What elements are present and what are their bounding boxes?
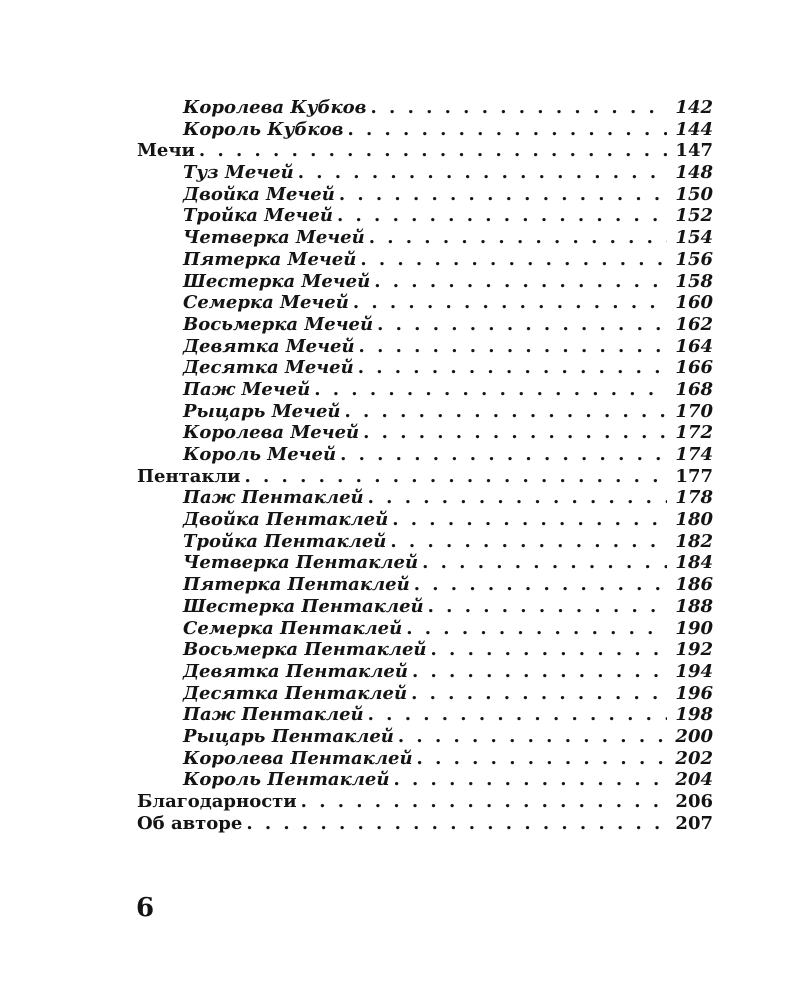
- dot-leader: [199, 140, 667, 161]
- dot-leader: [422, 552, 667, 573]
- toc-entry: [137, 726, 713, 748]
- dot-leader: [347, 119, 667, 140]
- toc-entry: [137, 401, 713, 423]
- toc-entry: [137, 487, 713, 509]
- dot-leader: [411, 683, 667, 704]
- toc-entry-title: Тройка Пентаклей: [183, 530, 387, 552]
- toc-entry-page: 150: [675, 183, 713, 205]
- toc-entry-page: 192: [675, 639, 713, 661]
- toc-entry-title: Король Мечей: [183, 444, 337, 465]
- toc-entry-page: 156: [675, 248, 713, 270]
- dot-leader: [360, 249, 667, 270]
- toc-entry: [137, 661, 713, 683]
- toc-entry-title: Король Пентаклей: [183, 769, 390, 791]
- dot-leader: [406, 618, 667, 639]
- toc-entry-title: Паж Пентаклей: [183, 487, 364, 509]
- toc-entry-page: 204: [675, 769, 713, 791]
- dot-leader: [368, 487, 667, 508]
- toc-entry-title: Туз Мечей: [183, 162, 294, 184]
- toc-entry-title: Восьмерка Пентаклей: [183, 639, 427, 661]
- dot-leader: [393, 769, 667, 790]
- toc-section-entry: [137, 791, 713, 813]
- toc-entry-title: Девятка Пентаклей: [183, 660, 408, 682]
- dot-leader: [339, 184, 667, 205]
- toc-entry-title: Мечи: [137, 140, 195, 162]
- toc-entry-page: 160: [675, 292, 713, 314]
- toc-section-entry: [137, 140, 713, 162]
- toc-entry: [137, 184, 713, 206]
- dot-leader: [377, 314, 667, 335]
- toc-entry: [137, 249, 713, 271]
- dot-leader: [417, 748, 667, 769]
- toc-entry-page: 184: [675, 552, 713, 574]
- dot-leader: [374, 271, 667, 292]
- toc-entry-title: Тройка Мечей: [183, 205, 333, 227]
- toc-entry: [137, 704, 713, 726]
- dot-leader: [298, 162, 667, 183]
- toc-entry-page: 207: [675, 812, 713, 834]
- toc-entry: [137, 357, 713, 379]
- toc-entry: [137, 531, 713, 553]
- dot-leader: [353, 292, 667, 313]
- dot-leader: [359, 336, 667, 357]
- toc-entry-page: 154: [675, 227, 713, 249]
- toc-entry: [137, 162, 713, 184]
- toc-entry-page: 178: [675, 487, 713, 509]
- toc-entry: [137, 205, 713, 227]
- toc-entry: [137, 292, 713, 314]
- toc-entry-title: Пятерка Мечей: [183, 248, 357, 270]
- toc-entry-page: 200: [675, 725, 713, 747]
- toc-entry-title: Шестерка Мечей: [183, 270, 371, 292]
- toc-entry-page: 196: [675, 682, 713, 704]
- toc-entry: [137, 336, 713, 358]
- toc-entry: [137, 748, 713, 770]
- toc-entry-page: 164: [675, 335, 713, 357]
- toc-entry-title: Об авторе: [137, 812, 243, 834]
- toc-entry-title: Пентакли: [137, 465, 241, 487]
- toc-entry: [137, 683, 713, 705]
- dot-leader: [398, 726, 667, 747]
- toc-entry-title: Двойка Пентаклей: [183, 509, 389, 531]
- dot-leader: [337, 205, 667, 226]
- toc-entry-title: Король Кубков: [183, 118, 344, 140]
- toc-entry: [137, 618, 713, 640]
- dot-leader: [412, 661, 667, 682]
- dot-leader: [246, 813, 667, 834]
- toc-entry-title: Королева Кубков: [183, 97, 367, 118]
- toc-entry: [137, 227, 713, 249]
- toc-entry-page: 152: [675, 205, 713, 227]
- toc-entry-page: 158: [675, 270, 713, 292]
- toc-entry-title: Десятка Пентаклей: [183, 682, 408, 704]
- toc-entry-title: Четверка Мечей: [183, 227, 365, 249]
- dot-leader: [392, 509, 667, 530]
- toc-entry: [137, 509, 713, 531]
- dot-leader: [390, 531, 667, 552]
- toc-entry-page: 206: [675, 791, 713, 812]
- dot-leader: [301, 791, 667, 812]
- toc-entry: [137, 769, 713, 791]
- toc-entry-page: 177: [675, 465, 713, 487]
- toc-entry: [137, 422, 713, 444]
- toc-entry-page: 168: [675, 378, 713, 400]
- toc-entry: [137, 639, 713, 661]
- toc-entry: [137, 314, 713, 336]
- toc-entry-page: 172: [675, 422, 713, 444]
- toc-entry-title: Королева Мечей: [183, 422, 360, 444]
- toc-entry: [137, 379, 713, 401]
- dot-leader: [314, 379, 667, 400]
- toc-entry: [137, 119, 713, 141]
- dot-leader: [431, 639, 667, 660]
- toc-entry-page: 142: [675, 97, 713, 118]
- toc-entry: [137, 271, 713, 293]
- toc-entry-title: Паж Пентаклей: [183, 704, 364, 726]
- toc-entry-page: 194: [675, 660, 713, 682]
- toc-entry-title: Восьмерка Мечей: [183, 313, 374, 335]
- toc-entry-page: 166: [675, 357, 713, 379]
- toc-entry-page: 174: [675, 444, 713, 465]
- dot-leader: [363, 422, 667, 443]
- toc-section-entry: [137, 813, 713, 835]
- dot-leader: [344, 401, 667, 422]
- toc-entry-page: 198: [675, 704, 713, 726]
- dot-leader: [368, 704, 667, 725]
- toc-entry-title: Четверка Пентаклей: [183, 552, 419, 574]
- toc-entry-title: Семерка Мечей: [183, 292, 349, 314]
- dot-leader: [371, 97, 668, 118]
- dot-leader: [414, 574, 667, 595]
- toc-entry-title: Паж Мечей: [183, 378, 311, 400]
- toc-section-entry: [137, 466, 713, 488]
- toc-entry-page: 180: [675, 509, 713, 531]
- toc-entry-title: Рыцарь Мечей: [183, 400, 341, 422]
- toc-entry-page: 188: [675, 595, 713, 617]
- toc-entry-title: Девятка Мечей: [183, 335, 355, 357]
- toc-entry: [137, 552, 713, 574]
- table-of-contents: [137, 97, 713, 834]
- toc-entry: [137, 574, 713, 596]
- toc-entry-title: Семерка Пентаклей: [183, 617, 403, 639]
- toc-entry: [137, 97, 713, 119]
- toc-entry-title: Благодарности: [137, 791, 297, 812]
- toc-entry-title: Шестерка Пентаклей: [183, 595, 424, 617]
- toc-entry: [137, 444, 713, 466]
- dot-leader: [358, 357, 667, 378]
- toc-entry-page: 144: [675, 118, 713, 140]
- dot-leader: [369, 227, 667, 248]
- dot-leader: [428, 596, 667, 617]
- toc-entry-page: 190: [675, 617, 713, 639]
- toc-entry-page: 170: [675, 400, 713, 422]
- toc-entry-page: 186: [675, 574, 713, 596]
- page-number: 6: [136, 893, 155, 923]
- toc-entry-title: Двойка Мечей: [183, 183, 335, 205]
- toc-entry-page: 148: [675, 162, 713, 184]
- toc-entry: [137, 596, 713, 618]
- toc-entry-title: Королева Пентаклей: [183, 747, 413, 769]
- toc-entry-title: Пятерка Пентаклей: [183, 574, 410, 596]
- toc-entry-page: 147: [675, 140, 713, 162]
- toc-entry-title: Рыцарь Пентаклей: [183, 725, 394, 747]
- toc-entry-page: 182: [675, 530, 713, 552]
- toc-entry-page: 162: [675, 313, 713, 335]
- toc-entry-title: Десятка Мечей: [183, 357, 354, 379]
- dot-leader: [244, 466, 667, 487]
- dot-leader: [340, 444, 667, 465]
- toc-entry-page: 202: [675, 747, 713, 769]
